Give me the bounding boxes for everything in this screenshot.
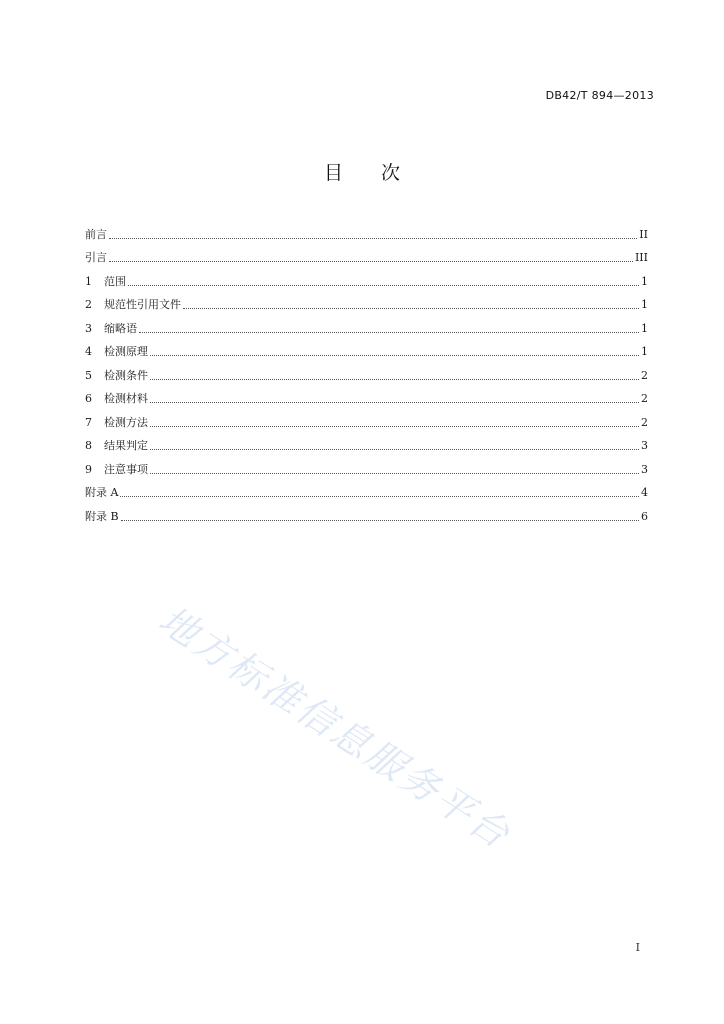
toc-entry-abbreviations[interactable] [85, 312, 648, 336]
toc-entry-page: 2 [641, 392, 648, 405]
toc-entry-label: 范围 [104, 274, 126, 288]
toc-entry-page: 6 [641, 509, 648, 523]
toc-entry-label: 附录 A [85, 486, 119, 499]
toc-entry-number: 5 [85, 368, 92, 382]
toc-leader-dots [150, 354, 639, 356]
toc-leader-dots [150, 425, 639, 427]
toc-entry-label: 前言 [85, 227, 107, 241]
toc-entry-label: 检测方法 [104, 415, 148, 429]
toc-entry-detection-principle[interactable] [85, 336, 648, 360]
toc-entry-introduction[interactable] [85, 242, 648, 266]
toc-leader-dots [150, 472, 639, 474]
toc-entry-precautions[interactable] [85, 453, 648, 477]
toc-entry-label: 缩略语 [104, 321, 137, 335]
toc-entry-detection-materials[interactable] [85, 383, 648, 407]
toc-leader-dots [139, 331, 639, 333]
toc-entry-number: 2 [85, 298, 92, 311]
toc-entry-number: 8 [85, 439, 92, 452]
toc-entry-page: 3 [641, 462, 648, 476]
title-char-2: 次 [381, 162, 401, 184]
toc-leader-dots [121, 519, 639, 521]
toc-entry-normative-references[interactable] [85, 289, 648, 313]
toc-entry-label: 引言 [85, 251, 107, 264]
page-number: I [635, 941, 640, 954]
toc-entry-number: 3 [85, 321, 92, 335]
toc-entry-page: 3 [641, 439, 648, 452]
toc-entry-appendix-a[interactable] [85, 477, 648, 501]
toc-leader-dots [150, 448, 639, 450]
toc-entry-label: 检测材料 [104, 392, 148, 405]
toc-entry-page: 4 [641, 486, 648, 499]
toc-entry-label: 检测原理 [104, 345, 148, 358]
toc-leader-dots [150, 378, 639, 380]
toc-entry-preface[interactable] [85, 218, 648, 242]
toc-entry-page: 1 [641, 345, 648, 358]
toc-leader-dots [109, 237, 637, 239]
toc-entry-label: 附录 B [85, 509, 119, 523]
toc-entry-number: 6 [85, 392, 92, 405]
toc-leader-dots [183, 307, 639, 309]
toc-entry-number: 7 [85, 415, 92, 429]
toc-entry-label: 结果判定 [104, 439, 148, 452]
toc-entry-page: II [639, 227, 648, 241]
document-code: DB42/T 894—2013 [545, 89, 654, 102]
toc-leader-dots [120, 495, 639, 497]
toc-entry-number: 4 [85, 345, 92, 358]
toc-leader-dots [150, 401, 639, 403]
toc-entry-page: 1 [641, 321, 648, 335]
table-of-contents [85, 218, 648, 524]
toc-entry-detection-methods[interactable] [85, 406, 648, 430]
toc-entry-appendix-b[interactable] [85, 500, 648, 524]
toc-entry-page: 2 [641, 368, 648, 382]
page-title [0, 158, 724, 185]
toc-leader-dots [128, 284, 639, 286]
toc-entry-page: 1 [641, 298, 648, 311]
toc-entry-number: 9 [85, 462, 92, 476]
toc-entry-label: 检测条件 [104, 368, 148, 382]
toc-entry-number: 1 [85, 274, 92, 288]
watermark: 地方标准信息服务平台 [151, 597, 519, 858]
toc-entry-page: 2 [641, 415, 648, 429]
toc-entry-detection-conditions[interactable] [85, 359, 648, 383]
toc-entry-scope[interactable] [85, 265, 648, 289]
toc-leader-dots [109, 260, 633, 262]
toc-entry-label: 注意事项 [104, 462, 148, 476]
toc-entry-label: 规范性引用文件 [104, 298, 181, 311]
toc-entry-page: III [634, 251, 648, 264]
title-char-1: 目 [323, 162, 343, 184]
toc-entry-result-determination[interactable] [85, 430, 648, 454]
toc-entry-page: 1 [641, 274, 648, 288]
